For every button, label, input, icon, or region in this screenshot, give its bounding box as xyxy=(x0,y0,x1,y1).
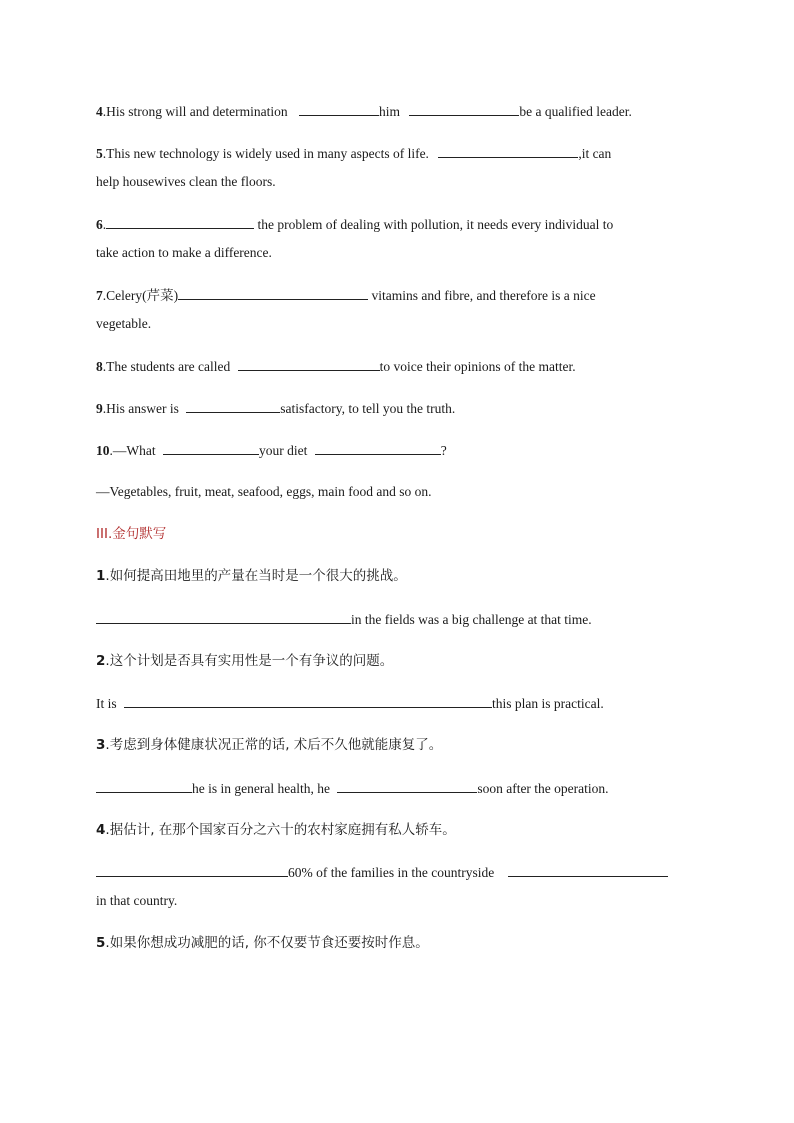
chinese-prompt: .据估计, 在那个国家百分之六十的农村家庭拥有私人轿车。 xyxy=(105,822,456,838)
question-text: him xyxy=(378,104,400,119)
answer-blank[interactable] xyxy=(508,862,668,877)
question-text: ? xyxy=(440,443,447,458)
question-text: your diet xyxy=(259,443,308,458)
sentence-number: 4 xyxy=(96,822,106,838)
sentence-text: he is in general health, he xyxy=(192,781,330,796)
question-text: the problem of dealing with pollution, it needs every individual to xyxy=(257,217,614,232)
answer-blank[interactable] xyxy=(238,356,380,371)
answer-blank[interactable] xyxy=(337,778,477,793)
sentence-text: this plan is practical. xyxy=(492,696,604,711)
sentence-text: It is xyxy=(96,696,117,711)
sentence-2-prompt xyxy=(96,651,393,671)
question-number: 5 xyxy=(96,146,103,161)
section-heading: III.金句默写 xyxy=(96,526,167,542)
chinese-prompt: .如何提高田地里的产量在当时是一个很大的挑战。 xyxy=(105,568,407,584)
answer-blank[interactable] xyxy=(315,440,441,455)
question-text: . xyxy=(102,217,107,232)
question-text: vegetable. xyxy=(96,316,152,331)
question-number: 7 xyxy=(96,288,103,303)
question-text: vitamins and fibre, and therefore is a nice xyxy=(371,288,596,303)
answer-blank[interactable] xyxy=(96,862,288,877)
question-text: .—What xyxy=(109,443,156,458)
question-7 xyxy=(96,285,596,306)
answer-blank[interactable] xyxy=(409,101,519,116)
question-7-continued xyxy=(96,314,151,334)
sentence-number: 2 xyxy=(96,653,106,669)
answer-blank[interactable] xyxy=(186,398,280,413)
sentence-2-answer xyxy=(96,693,604,714)
question-number: 8 xyxy=(96,359,103,374)
answer-blank[interactable] xyxy=(106,214,254,229)
question-number: 10 xyxy=(96,443,110,458)
sentence-number: 3 xyxy=(96,737,106,753)
answer-blank[interactable] xyxy=(124,693,492,708)
sentence-4-answer xyxy=(96,862,668,883)
question-5 xyxy=(96,143,611,164)
question-text: to voice their opinions of the matter. xyxy=(379,359,576,374)
answer-blank[interactable] xyxy=(96,778,192,793)
sentence-4-prompt xyxy=(96,820,456,840)
sentence-3-prompt xyxy=(96,735,442,755)
sentence-text: in the fields was a big challenge at that time. xyxy=(351,612,592,627)
question-10 xyxy=(96,440,447,461)
question-text: .This new technology is widely used in many aspects of life. xyxy=(102,146,429,161)
sentence-5-prompt xyxy=(96,933,429,953)
sentence-text: in that country. xyxy=(96,893,178,908)
question-6 xyxy=(96,214,613,235)
question-number: 6 xyxy=(96,217,103,232)
question-text: help housewives clean the floors. xyxy=(96,174,276,189)
question-9 xyxy=(96,398,455,419)
question-text: ,it can xyxy=(578,146,612,161)
chinese-prompt: .如果你想成功减肥的话, 你不仅要节食还要按时作息。 xyxy=(105,935,429,951)
question-text: —Vegetables, fruit, meat, seafood, eggs, main food and so on. xyxy=(96,484,432,499)
sentence-1-prompt xyxy=(96,566,407,586)
sentence-1-answer xyxy=(96,609,592,630)
sentence-4-continued xyxy=(96,891,177,911)
question-4 xyxy=(96,101,632,122)
question-text: .Celery(芹菜) xyxy=(102,288,179,303)
question-5-continued xyxy=(96,172,276,192)
question-number: 9 xyxy=(96,401,103,416)
sentence-number: 1 xyxy=(96,568,106,584)
sentence-number: 5 xyxy=(96,935,106,951)
question-6-continued xyxy=(96,243,272,263)
answer-blank[interactable] xyxy=(438,143,578,158)
sentence-text: 60% of the families in the countryside xyxy=(288,865,495,880)
question-text: .His answer is xyxy=(102,401,179,416)
chinese-prompt: .这个计划是否具有实用性是一个有争议的问题。 xyxy=(105,653,394,669)
answer-blank[interactable] xyxy=(163,440,259,455)
question-number: 4 xyxy=(96,104,103,119)
answer-blank[interactable] xyxy=(96,609,351,624)
answer-blank[interactable] xyxy=(178,285,368,300)
chinese-prompt: .考虑到身体健康状况正常的话, 术后不久他就能康复了。 xyxy=(105,737,443,753)
question-8 xyxy=(96,356,576,377)
question-text: .His strong will and determination xyxy=(102,104,288,119)
question-text: be a qualified leader. xyxy=(519,104,632,119)
question-text: .The students are called xyxy=(102,359,231,374)
sentence-text: soon after the operation. xyxy=(477,781,609,796)
answer-blank[interactable] xyxy=(299,101,379,116)
question-text: satisfactory, to tell you the truth. xyxy=(280,401,456,416)
question-text: take action to make a difference. xyxy=(96,245,272,260)
question-10-answer xyxy=(96,482,432,502)
sentence-3-answer xyxy=(96,778,609,799)
